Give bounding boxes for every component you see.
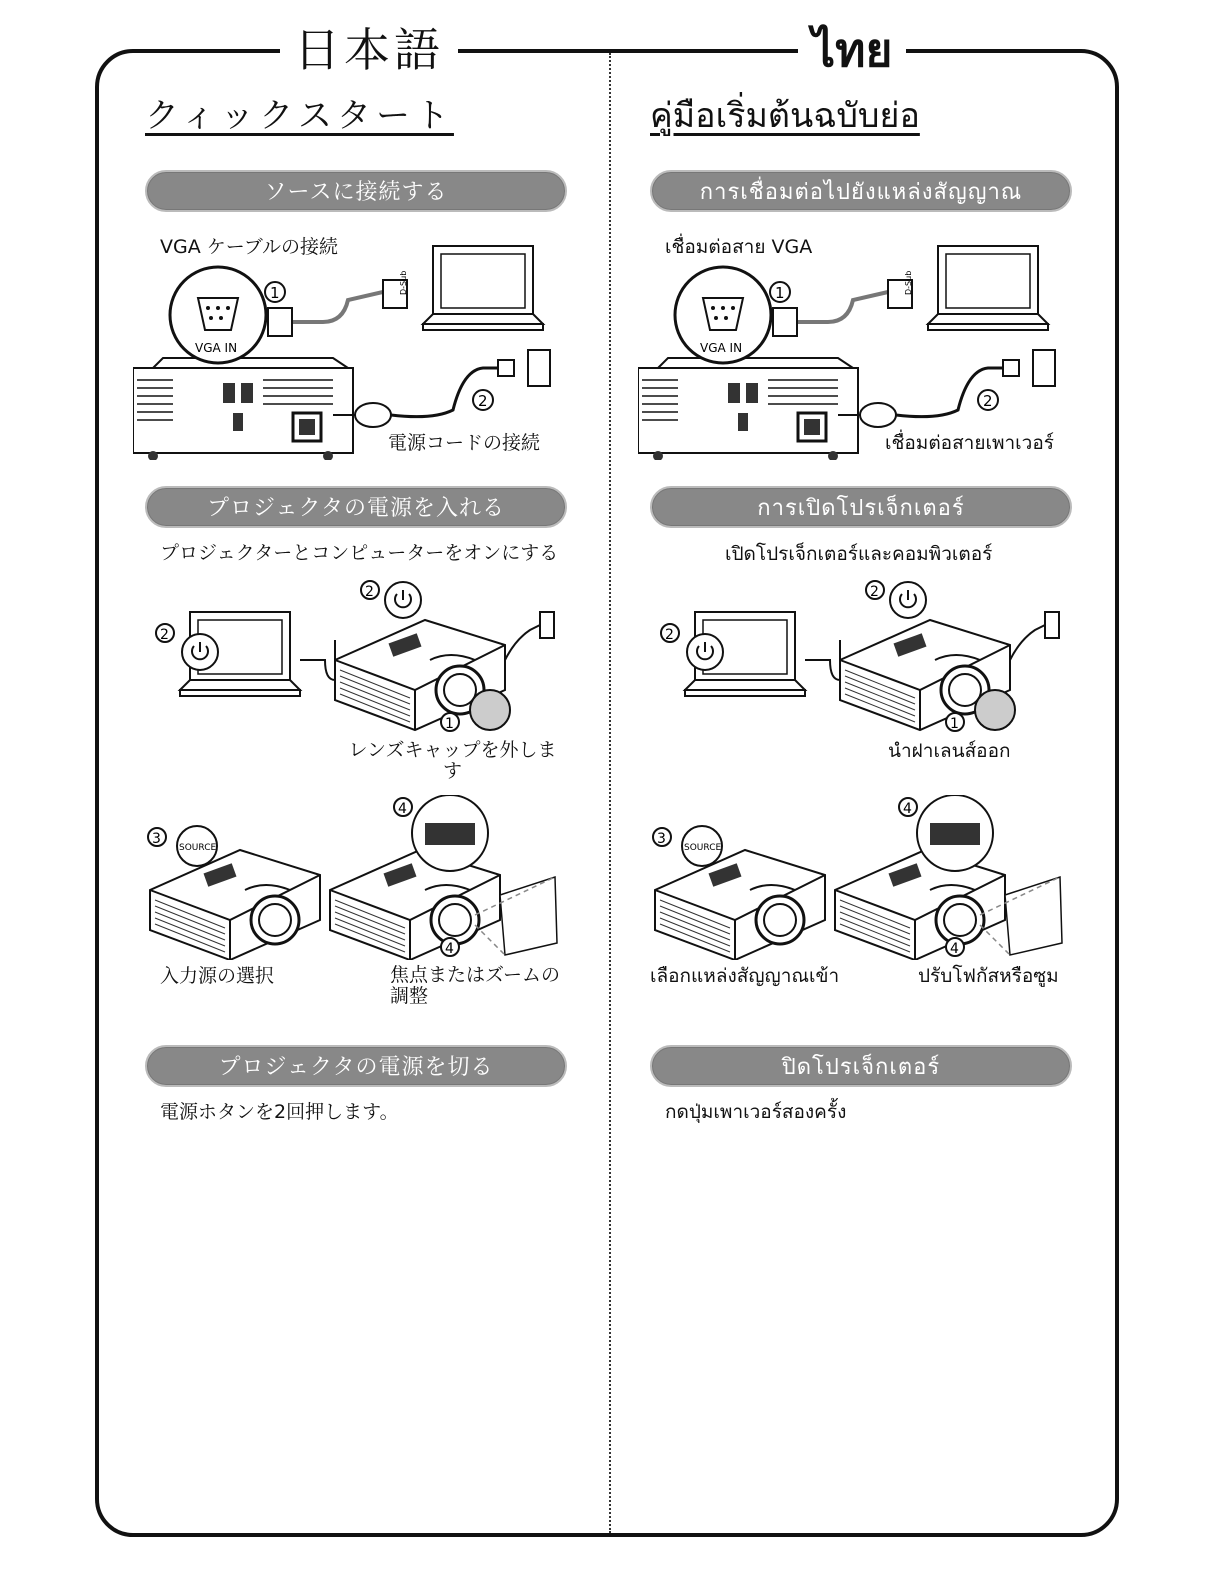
step-number: 1 bbox=[445, 716, 454, 732]
dsub-label: D-Sub bbox=[904, 270, 913, 295]
step-number: 4 bbox=[950, 941, 959, 957]
select-source-caption: 入力源の選択 bbox=[160, 965, 275, 987]
power-on-illustration bbox=[145, 580, 565, 740]
dsub-plug-icon bbox=[773, 308, 797, 336]
section-power-on-header: プロジェクタの電源を入れる bbox=[145, 486, 567, 528]
thai-title: ไทย bbox=[798, 22, 906, 78]
dsub-plug-icon bbox=[268, 308, 292, 336]
wall-outlet-icon bbox=[540, 612, 554, 638]
power-on-caption: プロジェクターとコンピューターをオンにする bbox=[160, 542, 559, 564]
power-cord-caption: เชื่อมต่อสายเพาเวอร์ bbox=[885, 432, 1054, 454]
vga-in-label: VGA IN bbox=[195, 341, 238, 355]
section-connect-header: การเชื่อมต่อไปยังแหล่งสัญญาณ bbox=[650, 170, 1072, 212]
step-number: 4 bbox=[398, 801, 407, 817]
step-number: 1 bbox=[950, 716, 959, 732]
source-focus-illustration bbox=[145, 795, 565, 960]
power-on-caption: เปิดโปรเจ็กเตอร์และคอมพิวเตอร์ bbox=[725, 543, 993, 565]
step-number: 2 bbox=[478, 392, 488, 410]
step-number: 1 bbox=[775, 284, 785, 302]
lens-cap-icon bbox=[975, 690, 1015, 730]
power-cord-caption: 電源コードの接続 bbox=[388, 432, 541, 454]
connect-illustration bbox=[638, 240, 1078, 460]
step-number: 2 bbox=[365, 584, 374, 600]
focus-zoom-caption: ปรับโฟกัสหรือซูม bbox=[918, 965, 1059, 987]
section-power-off-header: ปิดโปรเจ็กเตอร์ bbox=[650, 1045, 1072, 1087]
section-power-on-header: การเปิดโปรเจ็กเตอร์ bbox=[650, 486, 1072, 528]
wall-outlet-icon bbox=[1045, 612, 1059, 638]
page-heading: คู่มือเริ่มต้นฉบับย่อ bbox=[650, 96, 920, 136]
section-power-off-header: プロジェクタの電源を切る bbox=[145, 1045, 567, 1087]
screen-icon bbox=[1005, 877, 1062, 955]
step-number: 4 bbox=[445, 941, 454, 957]
connect-illustration bbox=[133, 240, 573, 460]
lens-cap-caption: นำฝาเลนส์ออก bbox=[888, 740, 1011, 762]
vga-in-label: VGA IN bbox=[700, 341, 743, 355]
column-divider bbox=[609, 53, 611, 1533]
source-button-label: SOURCE bbox=[684, 843, 722, 853]
power-off-caption: 電源ホタンを2回押します。 bbox=[160, 1101, 399, 1123]
japanese-title: 日本語 bbox=[280, 22, 458, 78]
source-focus-illustration bbox=[650, 795, 1070, 960]
dsub-label: D-Sub bbox=[399, 270, 408, 295]
step-number: 2 bbox=[983, 392, 993, 410]
step-number: 1 bbox=[270, 284, 280, 302]
step-number: 2 bbox=[870, 584, 879, 600]
power-plug-icon bbox=[355, 403, 391, 427]
source-button-label: SOURCE bbox=[179, 843, 217, 853]
select-source-caption: เลือกแหล่งสัญญาณเข้า bbox=[650, 965, 840, 987]
step-number: 4 bbox=[903, 801, 912, 817]
focus-zoom-caption: 焦点またはズームの調整 bbox=[390, 964, 561, 1007]
vga-caption: VGA ケーブルの接続 bbox=[160, 236, 339, 258]
step-number: 2 bbox=[665, 627, 674, 643]
power-plug-icon bbox=[860, 403, 896, 427]
wall-outlet-icon bbox=[1033, 350, 1055, 386]
step-number: 3 bbox=[657, 831, 666, 847]
step-number: 3 bbox=[152, 831, 161, 847]
power-off-caption: กดปุ่มเพาเวอร์สองครั้ง bbox=[665, 1101, 847, 1123]
section-connect-header: ソースに接続する bbox=[145, 170, 567, 212]
lens-cap-caption: レンズキャップを外します bbox=[348, 739, 557, 782]
vga-caption: เชื่อมต่อสาย VGA bbox=[665, 236, 813, 258]
power-on-illustration bbox=[650, 580, 1070, 740]
screen-icon bbox=[500, 877, 557, 955]
page-heading: クィックスタート bbox=[145, 96, 454, 136]
lens-cap-icon bbox=[470, 690, 510, 730]
step-number: 2 bbox=[160, 627, 169, 643]
wall-outlet-icon bbox=[528, 350, 550, 386]
